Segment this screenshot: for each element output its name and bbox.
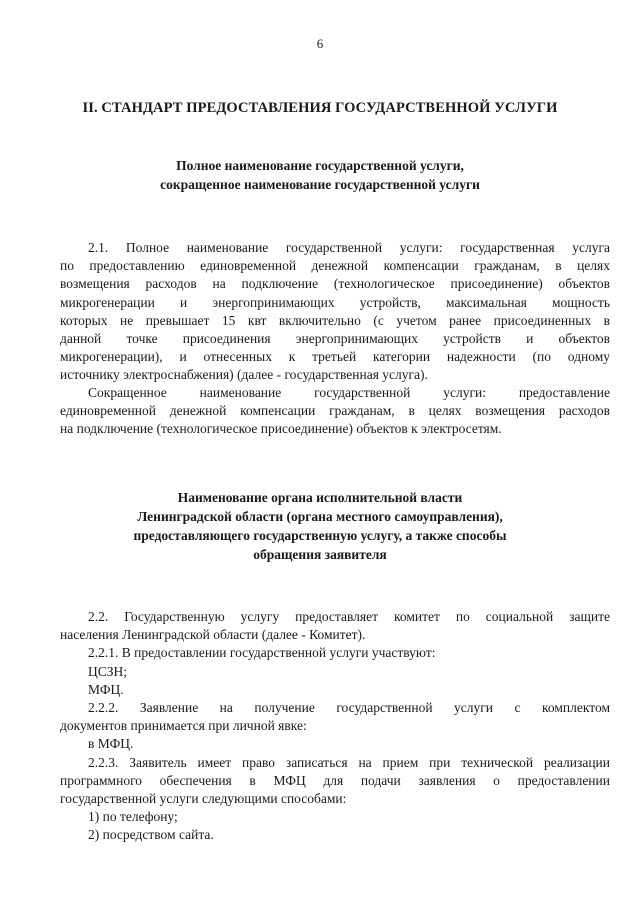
subheading-line: предоставляющего государственную услугу, а также способы: [133, 528, 507, 543]
subheading-authority: [0, 488, 640, 564]
text-line: микрогенерации), и отнесенных к третьей категории надежности (по одному: [60, 349, 610, 365]
subheading-line: сокращенное наименование государственной услуги: [160, 177, 480, 192]
list-item-in-mfc: в МФЦ.: [88, 736, 134, 752]
text-line: Сокращенное наименование государственной услуги: предоставление: [88, 385, 610, 400]
list-item-cszn: ЦСЗН;: [88, 663, 128, 679]
text-line: программного обеспечения в МФЦ для подачи заявления о предоставлении: [60, 772, 610, 788]
list-item-site: 2) посредством сайта.: [88, 827, 214, 843]
paragraph-short-name: [60, 384, 610, 439]
text-line: которых не превышает 15 квт включительно (с учетом ранее присоединенных в: [60, 312, 610, 328]
subheading-line: обращения заявителя: [253, 547, 387, 562]
list-item-phone: 1) по телефону;: [88, 809, 178, 825]
list-item-mfc: МФЦ.: [88, 681, 124, 697]
text-line: 2.2.2. Заявление на получение государственной услуги с комплектом: [88, 700, 610, 716]
page-number: 6: [316, 36, 324, 51]
paragraph-2-2-1: 2.2.1. В предоставлении государственной услуги участвуют:: [88, 645, 436, 661]
text-line: населения Ленинградской области (далее - Комитет).: [60, 627, 366, 643]
section-title: II. СТАНДАРТ ПРЕДОСТАВЛЕНИЯ ГОСУДАРСТВЕННОЙ УСЛУГИ: [82, 100, 558, 116]
text-line: источнику электроснабжения) (далее - государственная услуга).: [60, 367, 428, 383]
text-line: единовременной денежной компенсации гражданам, в целях возмещения расходов: [60, 403, 610, 419]
paragraph-2-1: [60, 239, 610, 385]
subheading-full-name: [0, 156, 640, 194]
subheading-line: Полное наименование государственной услуги,: [176, 158, 464, 173]
text-line: документов принимается при личной явке:: [60, 718, 307, 734]
text-line: данной точке присоединения энергопринимающих устройств и объектов: [60, 331, 610, 347]
text-line: 2.2.3. Заявитель имеет право записаться на прием при технической реализации: [88, 754, 610, 770]
paragraph-2-2: [60, 608, 610, 845]
text-line: по предоставлению единовременной денежной компенсации гражданам, в целях: [60, 258, 610, 274]
text-line: микрогенерации и энергопринимающих устройств, максимальная мощность: [60, 294, 610, 310]
subheading-line: Ленинградской области (органа местного самоуправления),: [137, 509, 503, 524]
text-line: государственной услуги следующими способами:: [60, 791, 347, 807]
text-line: 2.1. Полное наименование государственной услуги: государственная услуга: [88, 240, 610, 255]
subheading-line: Наименование органа исполнительной власти: [177, 490, 463, 505]
text-line: на подключение (технологическое присоединение) объектов к электросетям.: [60, 421, 502, 437]
text-line: возмещения расходов на подключение (технологическое присоединение) объектов: [60, 276, 610, 292]
text-line: 2.2. Государственную услугу предоставляет комитет по социальной защите: [88, 609, 610, 624]
